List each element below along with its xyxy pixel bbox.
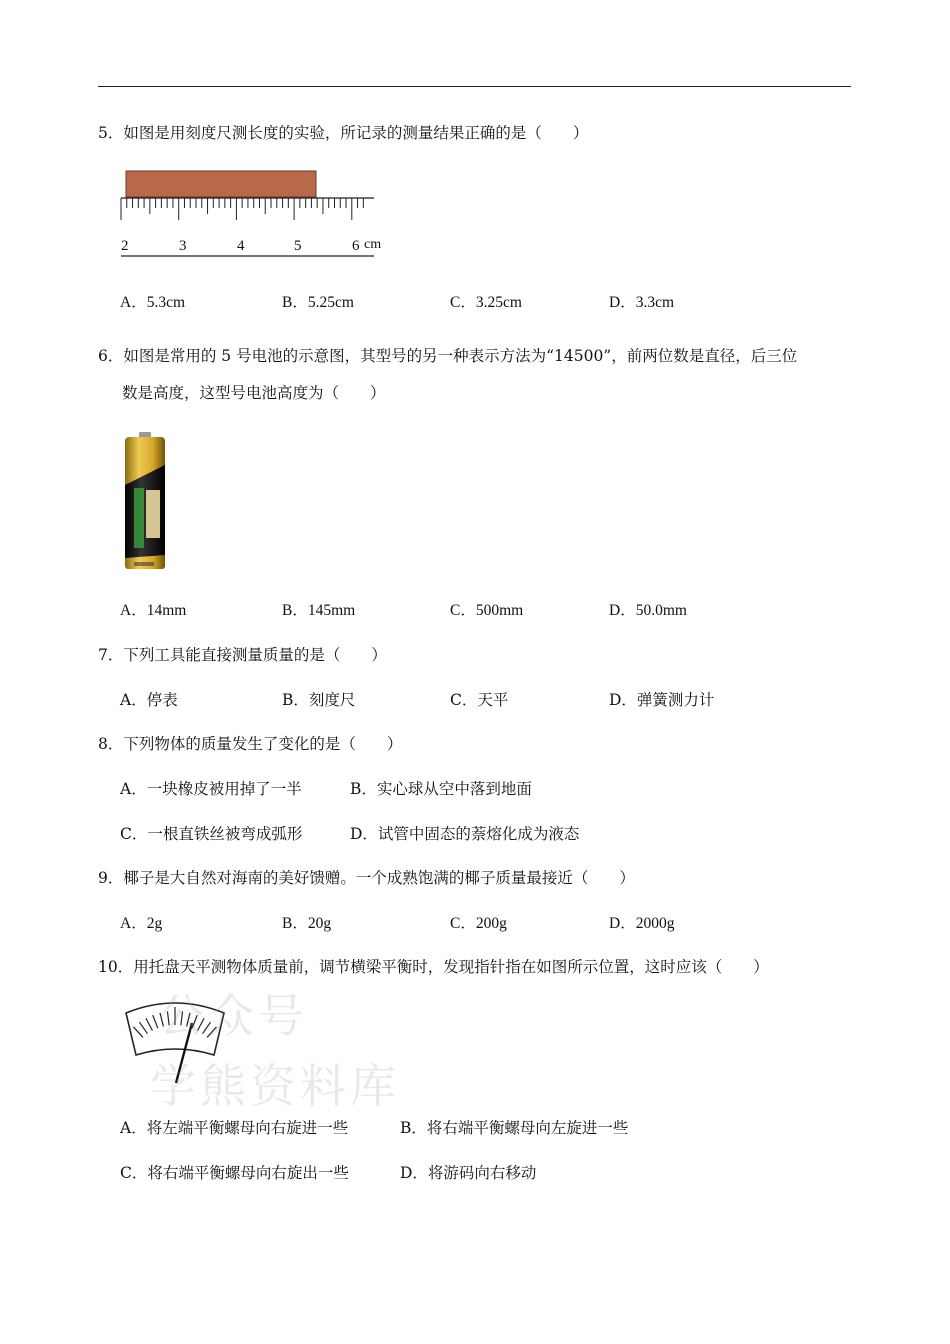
aa-battery-image: [120, 430, 170, 575]
q9-option-a: A．2g: [120, 915, 163, 932]
q5-option-d: D．3.3cm: [609, 294, 675, 311]
q6-option-b: B．145mm: [282, 602, 356, 619]
q6-option-d: D．50.0mm: [609, 602, 687, 619]
ruler-label-5: 5: [294, 238, 302, 254]
question-8-stem: 8．下列物体的质量发生了变化的是（ ）: [98, 735, 403, 753]
q8-option-d: D．试管中固态的萘熔化成为液态: [350, 825, 580, 843]
q5-option-a: A．5.3cm: [120, 294, 186, 311]
ruler-label-2: 2: [121, 238, 129, 254]
q8-option-a: A．一块橡皮被用掉了一半: [120, 780, 302, 798]
scale-tick: [134, 1027, 143, 1037]
q9-option-c: C．200g: [450, 915, 507, 932]
q9-option-b: B．20g: [282, 915, 332, 932]
q5-option-b: B．5.25cm: [282, 294, 354, 311]
scale-tick: [146, 1018, 153, 1030]
question-7-stem: 7．下列工具能直接测量质量的是（ ）: [98, 646, 387, 664]
question-9-stem: 9．椰子是大自然对海南的美好馈赠。一个成熟饱满的椰子质量最接近（ ）: [98, 869, 635, 887]
watermark-line1: 公众号: [158, 989, 308, 1043]
header-rule: [98, 86, 851, 87]
measured-object: [126, 171, 316, 197]
question-10-stem: 10．用托盘天平测物体质量前，调节横梁平衡时，发现指针指在如图所示位置，这时应该（ ）: [98, 958, 769, 976]
q6-option-c: C．500mm: [450, 602, 524, 619]
ruler-figure: [116, 168, 396, 263]
q5-option-c: C．3.25cm: [450, 294, 522, 311]
ruler-label-6: 6: [352, 238, 360, 254]
ruler-label-4: 4: [237, 238, 245, 254]
q10-option-b: B．将右端平衡螺母向左旋进一些: [400, 1119, 629, 1137]
watermark-line2: 学熊资料库: [150, 1059, 400, 1113]
scale-tick: [139, 1022, 147, 1033]
q7-option-b: B．刻度尺: [282, 691, 356, 709]
q9-option-d: D．2000g: [609, 915, 675, 932]
q7-option-a: A．停表: [120, 691, 178, 709]
q10-option-a: A．将左端平衡螺母向右旋进一些: [120, 1119, 349, 1137]
q8-option-c: C．一根直铁丝被弯成弧形: [120, 825, 303, 843]
ruler-label-3: 3: [179, 238, 187, 254]
q8-option-b: B．实心球从空中落到地面: [350, 780, 532, 798]
q7-option-d: D．弹簧测力计: [609, 691, 715, 709]
q7-option-c: C．天平: [450, 691, 509, 709]
q6-option-a: A．14mm: [120, 602, 187, 619]
q10-option-c: C．将右端平衡螺母向右旋出一些: [120, 1164, 349, 1182]
q10-option-d: D．将游码向右移动: [400, 1164, 537, 1182]
ruler-unit: cm: [364, 237, 382, 252]
question-5-stem: 5．如图是用刻度尺测长度的实验，所记录的测量结果正确的是（ ）: [98, 124, 589, 142]
question-6-stem-line1: 6．如图是常用的 5 号电池的示意图，其型号的另一种表示方法为“14500”，前两位数是直径，后三位: [98, 347, 798, 365]
question-6-stem-line2: 数是高度，这型号电池高度为（ ）: [122, 384, 386, 402]
